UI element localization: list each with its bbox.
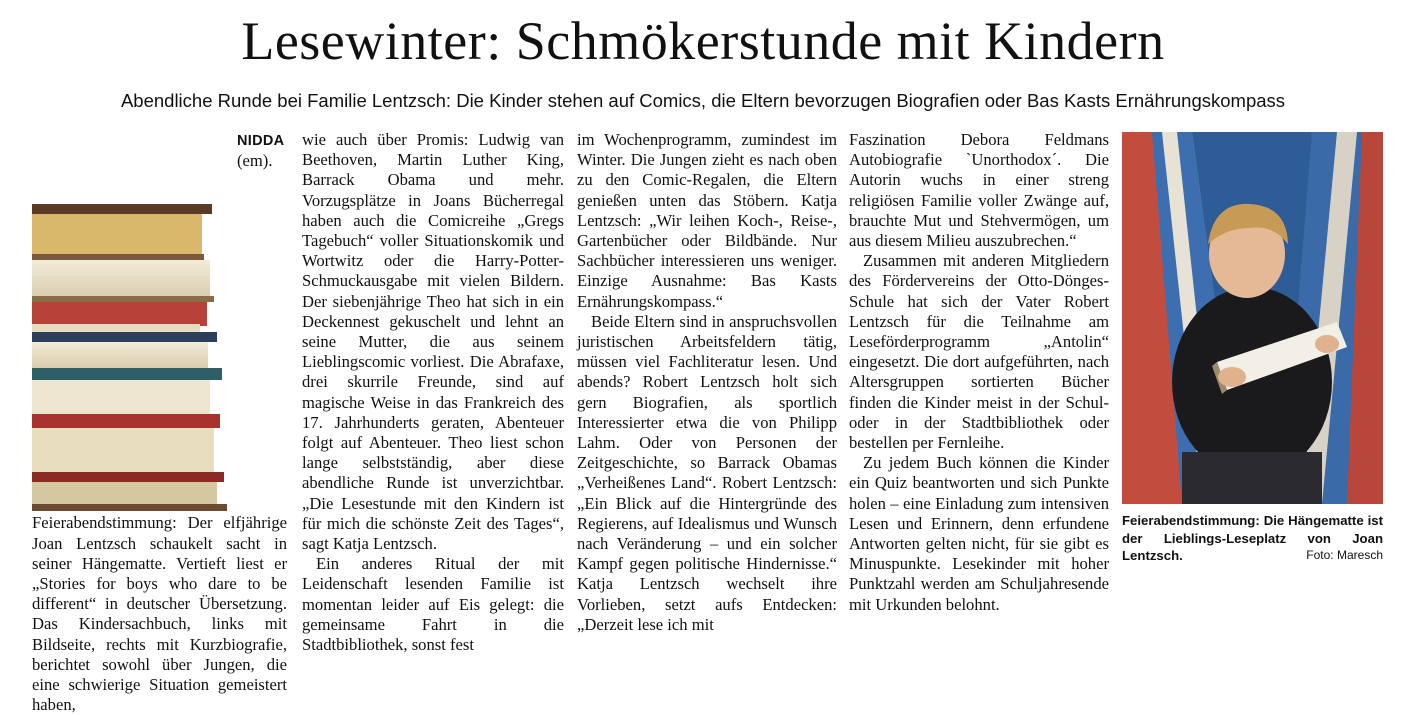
- paragraph: wie auch über Promis: Ludwig van Beethoven, Martin Luther King, Barrack Obama und mehr. Vorzugsplätze in Joans Bücherregal haben auch die Comicreihe „Gregs Tagebuch“ voller Situationskomik und Wortwitz oder die Harry-Potter-Schmuckausgabe mit vielen Bildern. Der siebenjährige Theo hat sich in ein Deckennest gekuschelt und lehnt an seine Mutter, die aus seinem Lieblingscomic vorliest. Die Abrafaxe, drei skurrile Freunde, sind auf magische Weise in das Frankreich des 17. Jahrhunderts geraten, Abenteuer folgt auf Abenteuer. Theo liest schon lange selbstständig, aber diese abendliche Runde ist unverzichtbar. „Die Lesestunde mit den Kindern ist für mich die schönste Zeit des Tages“, sagt Katja Lentzsch.: [302, 130, 564, 554]
- article-column-1: [32, 130, 287, 715]
- paragraph: im Wochenprogramm, zumindest im Winter. Die Jungen zieht es nach oben zu den Comic-Regalen, die Eltern genießen unten das Stöbern. Katja Lentzsch: „Wir leihen Koch-, Reise-, Gartenbücher oder Bildbände. Nur Sachbücher interessieren uns weniger. Einzige Ausnahme: Bas Kasts Ernährungskompass.“: [577, 130, 837, 311]
- dateline: NIDDA: [237, 133, 285, 149]
- photo-caption: [1122, 512, 1383, 565]
- article-column-2: [302, 130, 564, 655]
- book-stack-image: [32, 204, 227, 511]
- paragraph: Zusammen mit anderen Mitgliedern des Fördervereins der Otto-Dönges-Schule hat sich der Vater Robert Lentzsch für die Teilnahme am Leseförderprogramm „Antolin“ eingesetzt. Die dort aufgeführten, nach Altersgruppen sortierten Bücher finden die Kinder meist in der Schul- oder in der Stadtbibliothek oder bestellen per Fernleihe.: [849, 251, 1109, 453]
- photo-credit: Foto: Maresch: [1306, 548, 1383, 562]
- paragraph: Beide Eltern sind in anspruchsvollen juristischen Arbeitsfeldern tätig, müssen viel Fachliteratur lesen. Und abends? Robert Lentzsch holt sich gern Biografien, als sportlich Interessierter etwa die von Philipp Lahm. Oder von Personen der Zeitgeschichte, so Barrack Obamas „Verheißenes Land“. Robert Lentzsch: „Ein Blick auf die Hintergründe des Regierens, auf Idealismus und Wunsch nach Veränderung – und ein solcher Kampf gegen politische Hindernisse.“ Katja Lentzsch wechselt ihre Vorlieben, setzt aufs Entdecken: „Derzeit lese ich mit: [577, 311, 837, 634]
- lead-text: (em). Feierabendstimmung: Der elfjährige Joan Lentzsch schaukelt sacht in seiner Hängematte. Vertieft liest er „Stories for boys who dare to be different“ in deutscher Übersetzung. Das Kindersachbuch, links mit Bildseite, rechts mit Kurzbiografie, berichtet sowohl über Jungen, die eine schwierige Situation gemeistert haben,: [32, 151, 287, 715]
- article-column-3: [577, 130, 837, 634]
- caption-text: Feierabendstimmung: Die Hängematte ist der Lieblings-Leseplatz von Joan Lentzsch.: [1122, 513, 1383, 563]
- article-column-4: [849, 130, 1109, 614]
- subheadline: Abendliche Runde bei Familie Lentzsch: Die Kinder stehen auf Comics, die Eltern bevorzugen Biografien oder Bas Kasts Ernährungskompass: [120, 90, 1286, 111]
- paragraph: Faszination Debora Feldmans Autobiografie `Unorthodox´. Die Autorin wuchs in einer streng religiösen Familie voller Zwänge auf, brauchte Mut und Stehvermögen, um aus diesem Milieu auszubrechen.“: [849, 130, 1109, 251]
- paragraph: Ein anderes Ritual der mit Leidenschaft lesenden Familie ist momentan leider auf Eis gelegt: die gemeinsame Fahrt in die Stadtbibliothek, sonst fest: [302, 554, 564, 655]
- hammock-photo: [1122, 132, 1383, 504]
- paragraph: Zu jedem Buch können die Kinder ein Quiz beantworten und sich Punkte holen – eine Einladung zum intensiven Lesen und Erinnern, denn erfundene Antworten gelten nicht, für sie gibt es Minuspunkte. Lesekinder mit hoher Punktzahl werden am Schuljahresende mit Urkunden belohnt.: [849, 453, 1109, 614]
- headline: Lesewinter: Schmökerstunde mit Kindern: [241, 11, 1165, 71]
